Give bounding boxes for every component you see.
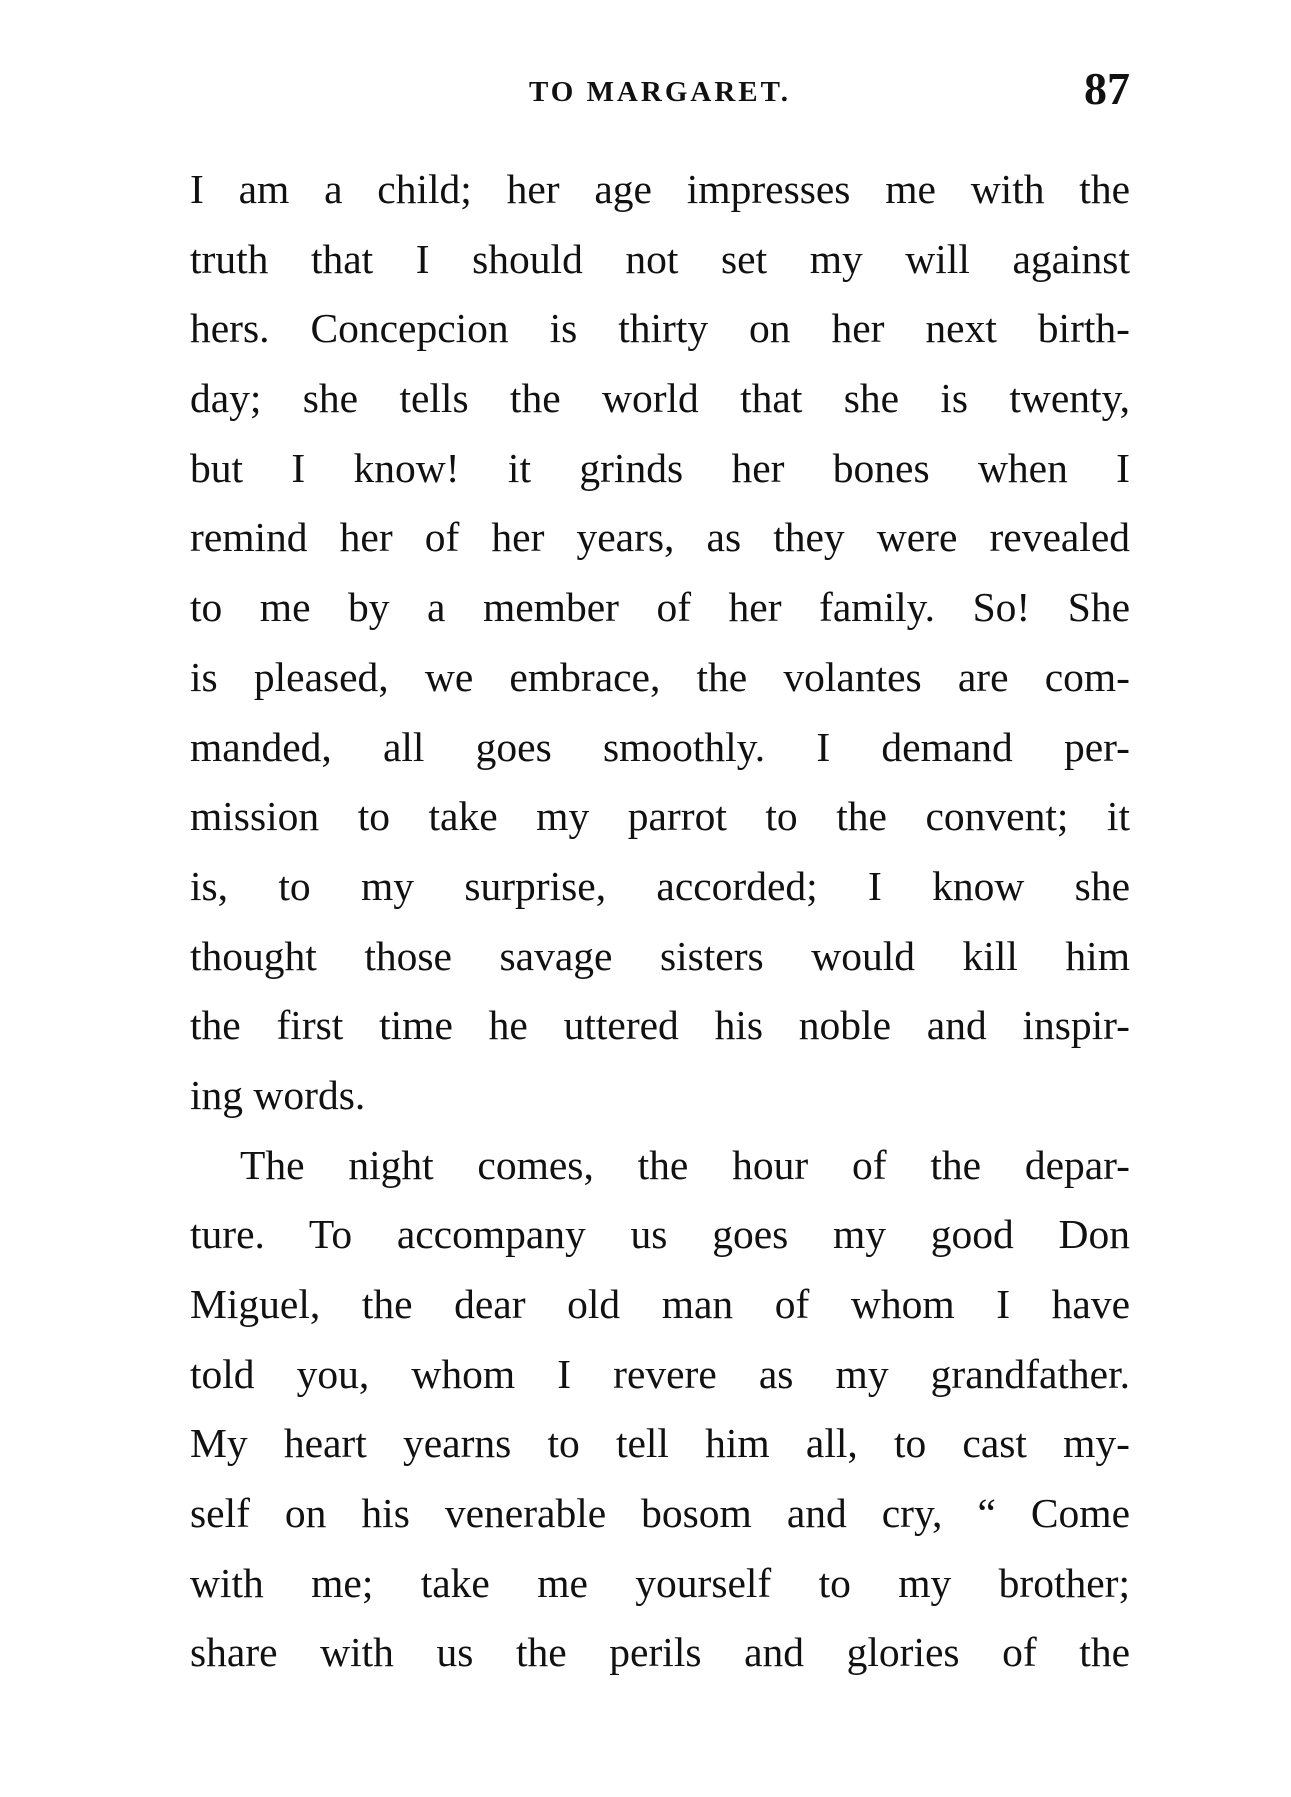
text-line: is, to my surprise, accorded; I know she [190,862,1130,909]
text-line: ture. To accompany us goes my good Don [190,1211,1130,1258]
text-line: The night comes, the hour of the depar- [240,1141,1130,1188]
text-line: hers. Concepcion is thirty on her next birth- [190,305,1130,352]
text-line: My heart yearns to tell him all, to cast my- [190,1420,1130,1467]
running-head [190,62,1130,122]
running-title: TO MARGARET. [528,76,792,108]
text-line: is pleased, we embrace, the volantes are com- [190,653,1130,700]
text-line: Miguel, the dear old man of whom I have [190,1281,1130,1327]
paragraph-1 [190,155,1130,1131]
text-line: told you, whom I revere as my grandfather. [190,1350,1130,1397]
text-line: but I know! it grinds her bones when I [190,444,1130,491]
text-line: manded, all goes smoothly. I demand per- [190,723,1130,770]
text-line: share with us the perils and glories of the [190,1629,1130,1676]
text-line: the first time he uttered his noble and inspir- [190,1002,1130,1049]
text-line: truth that I should not set my will against [190,235,1130,282]
text-line: remind her of her years, as they were revealed [190,514,1130,561]
text-line: mission to take my parrot to the convent; it [190,793,1130,840]
text-line: to me by a member of her family. So! She [190,584,1130,631]
paragraph-2 [190,1131,1130,1689]
text-line: with me; take me yourself to my brother; [190,1559,1130,1606]
text-line: ing words. [190,1071,366,1118]
text-line: I am a child; her age impresses me with the [190,166,1130,212]
text-line: thought those savage sisters would kill him [190,932,1130,979]
text-line: self on his venerable bosom and cry, “ Come [190,1490,1130,1537]
body-text [190,155,1130,1688]
text-line: day; she tells the world that she is twenty, [190,375,1130,422]
page-number: 87 [1084,63,1130,114]
